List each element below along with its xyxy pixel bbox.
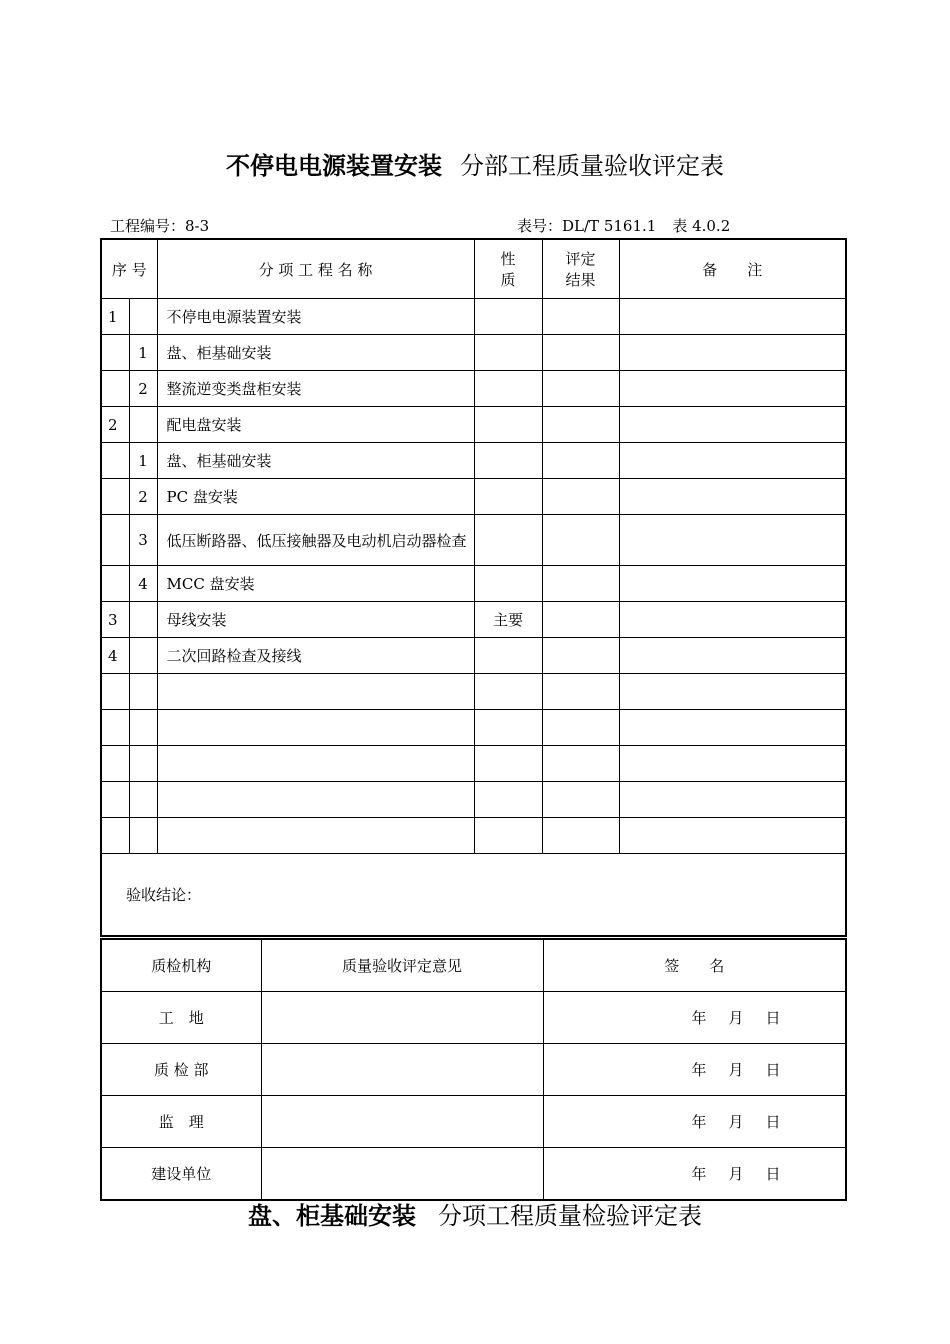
name-cell: 盘、柜基础安装 [157, 335, 474, 371]
name-cell: 整流逆变类盘柜安装 [157, 371, 474, 407]
result-cell [542, 638, 619, 674]
sign-col-org: 质检机构 [101, 939, 261, 992]
seq-cell [101, 746, 129, 782]
subseq-cell [129, 710, 157, 746]
nature-cell [474, 746, 542, 782]
next-page-title [0, 1196, 950, 1231]
result-cell [542, 674, 619, 710]
subseq-cell: 2 [129, 479, 157, 515]
nature-cell [474, 335, 542, 371]
nature-cell [474, 371, 542, 407]
table-row [101, 818, 846, 854]
name-cell: 盘、柜基础安装 [157, 443, 474, 479]
date-cell [543, 1096, 846, 1148]
table-row [101, 299, 846, 335]
date-month-label: 月 [728, 1113, 744, 1131]
subseq-cell [129, 602, 157, 638]
header-nature-line2: 质 [500, 271, 516, 289]
seq-cell [101, 782, 129, 818]
nature-cell [474, 782, 542, 818]
table-row [101, 479, 846, 515]
sign-row [101, 992, 846, 1044]
org-cell: 工 地 [101, 992, 261, 1044]
name-cell: 母线安装 [157, 602, 474, 638]
table-header-row [101, 239, 846, 299]
opinion-cell [261, 1148, 543, 1201]
result-cell [542, 782, 619, 818]
header-result [542, 239, 619, 299]
seq-cell [101, 371, 129, 407]
remark-cell [619, 710, 846, 746]
result-cell [542, 479, 619, 515]
form-number [517, 215, 730, 236]
sign-col-opinion: 质量验收评定意见 [261, 939, 543, 992]
subseq-cell: 4 [129, 566, 157, 602]
project-number: 工程编号：8-3 [110, 217, 210, 235]
remark-cell [619, 638, 846, 674]
conclusion-label: 验收结论： [101, 854, 846, 937]
date-year-label: 年 [691, 1009, 707, 1027]
nature-cell [474, 638, 542, 674]
name-cell: 二次回路检查及接线 [157, 638, 474, 674]
footer-title-rest: 分项工程质量检验评定表 [438, 1202, 702, 1230]
opinion-cell [261, 1096, 543, 1148]
nature-cell [474, 674, 542, 710]
subseq-cell [129, 674, 157, 710]
nature-cell [474, 515, 542, 566]
header-result-line2: 结果 [565, 271, 596, 289]
date-day-label: 日 [765, 1113, 781, 1131]
nature-cell [474, 299, 542, 335]
sign-row [101, 1044, 846, 1096]
date-day-label: 日 [765, 1061, 781, 1079]
opinion-cell [261, 1044, 543, 1096]
date-year-label: 年 [691, 1165, 707, 1183]
result-cell [542, 407, 619, 443]
seq-cell [101, 479, 129, 515]
remark-cell [619, 782, 846, 818]
remark-cell [619, 602, 846, 638]
seq-cell [101, 335, 129, 371]
table-row [101, 407, 846, 443]
seq-cell: 2 [101, 407, 129, 443]
title-bold: 不停电电源装置安装 [226, 151, 442, 180]
org-cell: 质 检 部 [101, 1044, 261, 1096]
remark-cell [619, 674, 846, 710]
table-row [101, 674, 846, 710]
table-row [101, 443, 846, 479]
result-cell [542, 710, 619, 746]
name-cell [157, 674, 474, 710]
remark-cell [619, 335, 846, 371]
nature-cell [474, 479, 542, 515]
footer-title-bold: 盘、柜基础安装 [248, 1201, 416, 1230]
seq-cell [101, 818, 129, 854]
result-cell [542, 746, 619, 782]
sign-header-row [101, 939, 846, 992]
seq-cell: 3 [101, 602, 129, 638]
result-cell [542, 515, 619, 566]
page-title [0, 146, 950, 181]
result-cell [542, 818, 619, 854]
remark-cell [619, 479, 846, 515]
table-row [101, 371, 846, 407]
subseq-cell [129, 638, 157, 674]
table-row [101, 782, 846, 818]
date-month-label: 月 [728, 1165, 744, 1183]
subseq-cell [129, 782, 157, 818]
result-cell [542, 335, 619, 371]
date-day-label: 日 [765, 1165, 781, 1183]
result-cell [542, 602, 619, 638]
date-year-label: 年 [691, 1113, 707, 1131]
seq-cell [101, 443, 129, 479]
date-cell [543, 992, 846, 1044]
result-cell [542, 443, 619, 479]
name-cell [157, 818, 474, 854]
date-cell [543, 1148, 846, 1201]
nature-cell [474, 407, 542, 443]
name-cell: 配电盘安装 [157, 407, 474, 443]
org-cell: 建设单位 [101, 1148, 261, 1201]
header-nature-line1: 性 [500, 250, 516, 268]
nature-cell [474, 566, 542, 602]
remark-cell [619, 443, 846, 479]
remark-cell [619, 566, 846, 602]
form-code: 表号：DL/T 5161.1 [517, 217, 657, 235]
date-month-label: 月 [728, 1061, 744, 1079]
subseq-cell [129, 746, 157, 782]
org-cell: 监 理 [101, 1096, 261, 1148]
remark-cell [619, 818, 846, 854]
header-seq: 序 号 [101, 239, 157, 299]
date-month-label: 月 [728, 1009, 744, 1027]
table-row [101, 710, 846, 746]
nature-cell [474, 818, 542, 854]
header-nature [474, 239, 542, 299]
date-cell [543, 1044, 846, 1096]
remark-cell [619, 407, 846, 443]
table-row [101, 515, 846, 566]
seq-cell [101, 674, 129, 710]
opinion-cell [261, 992, 543, 1044]
subseq-cell: 1 [129, 335, 157, 371]
title-rest: 分部工程质量验收评定表 [460, 152, 724, 180]
nature-cell: 主要 [474, 602, 542, 638]
table-row [101, 602, 846, 638]
subseq-cell: 1 [129, 443, 157, 479]
sign-table [100, 938, 847, 1201]
remark-cell [619, 746, 846, 782]
remark-cell [619, 515, 846, 566]
table-code: 表 4.0.2 [672, 217, 731, 235]
header-name: 分 项 工 程 名 称 [157, 239, 474, 299]
nature-cell [474, 710, 542, 746]
name-cell [157, 782, 474, 818]
remark-cell [619, 371, 846, 407]
name-cell [157, 746, 474, 782]
seq-cell [101, 710, 129, 746]
name-cell: 不停电电源装置安装 [157, 299, 474, 335]
name-cell [157, 710, 474, 746]
header-remark: 备 注 [619, 239, 846, 299]
sign-row [101, 1096, 846, 1148]
remark-cell [619, 299, 846, 335]
result-cell [542, 299, 619, 335]
header-result-line1: 评定 [565, 250, 596, 268]
table-row [101, 566, 846, 602]
seq-cell: 4 [101, 638, 129, 674]
table-row [101, 638, 846, 674]
date-day-label: 日 [765, 1009, 781, 1027]
name-cell: MCC 盘安装 [157, 566, 474, 602]
table-row [101, 746, 846, 782]
conclusion-row [101, 854, 846, 937]
seq-cell [101, 566, 129, 602]
name-cell: 低压断路器、低压接触器及电动机启动器检查 [157, 515, 474, 566]
result-cell [542, 371, 619, 407]
subitem-table [100, 238, 847, 937]
seq-cell: 1 [101, 299, 129, 335]
subseq-cell: 3 [129, 515, 157, 566]
subseq-cell: 2 [129, 371, 157, 407]
subseq-cell [129, 818, 157, 854]
sign-col-sign: 签 名 [543, 939, 846, 992]
sign-row [101, 1148, 846, 1201]
date-year-label: 年 [691, 1061, 707, 1079]
name-cell: PC 盘安装 [157, 479, 474, 515]
result-cell [542, 566, 619, 602]
seq-cell [101, 515, 129, 566]
nature-cell [474, 443, 542, 479]
subseq-cell [129, 299, 157, 335]
table-row [101, 335, 846, 371]
subseq-cell [129, 407, 157, 443]
